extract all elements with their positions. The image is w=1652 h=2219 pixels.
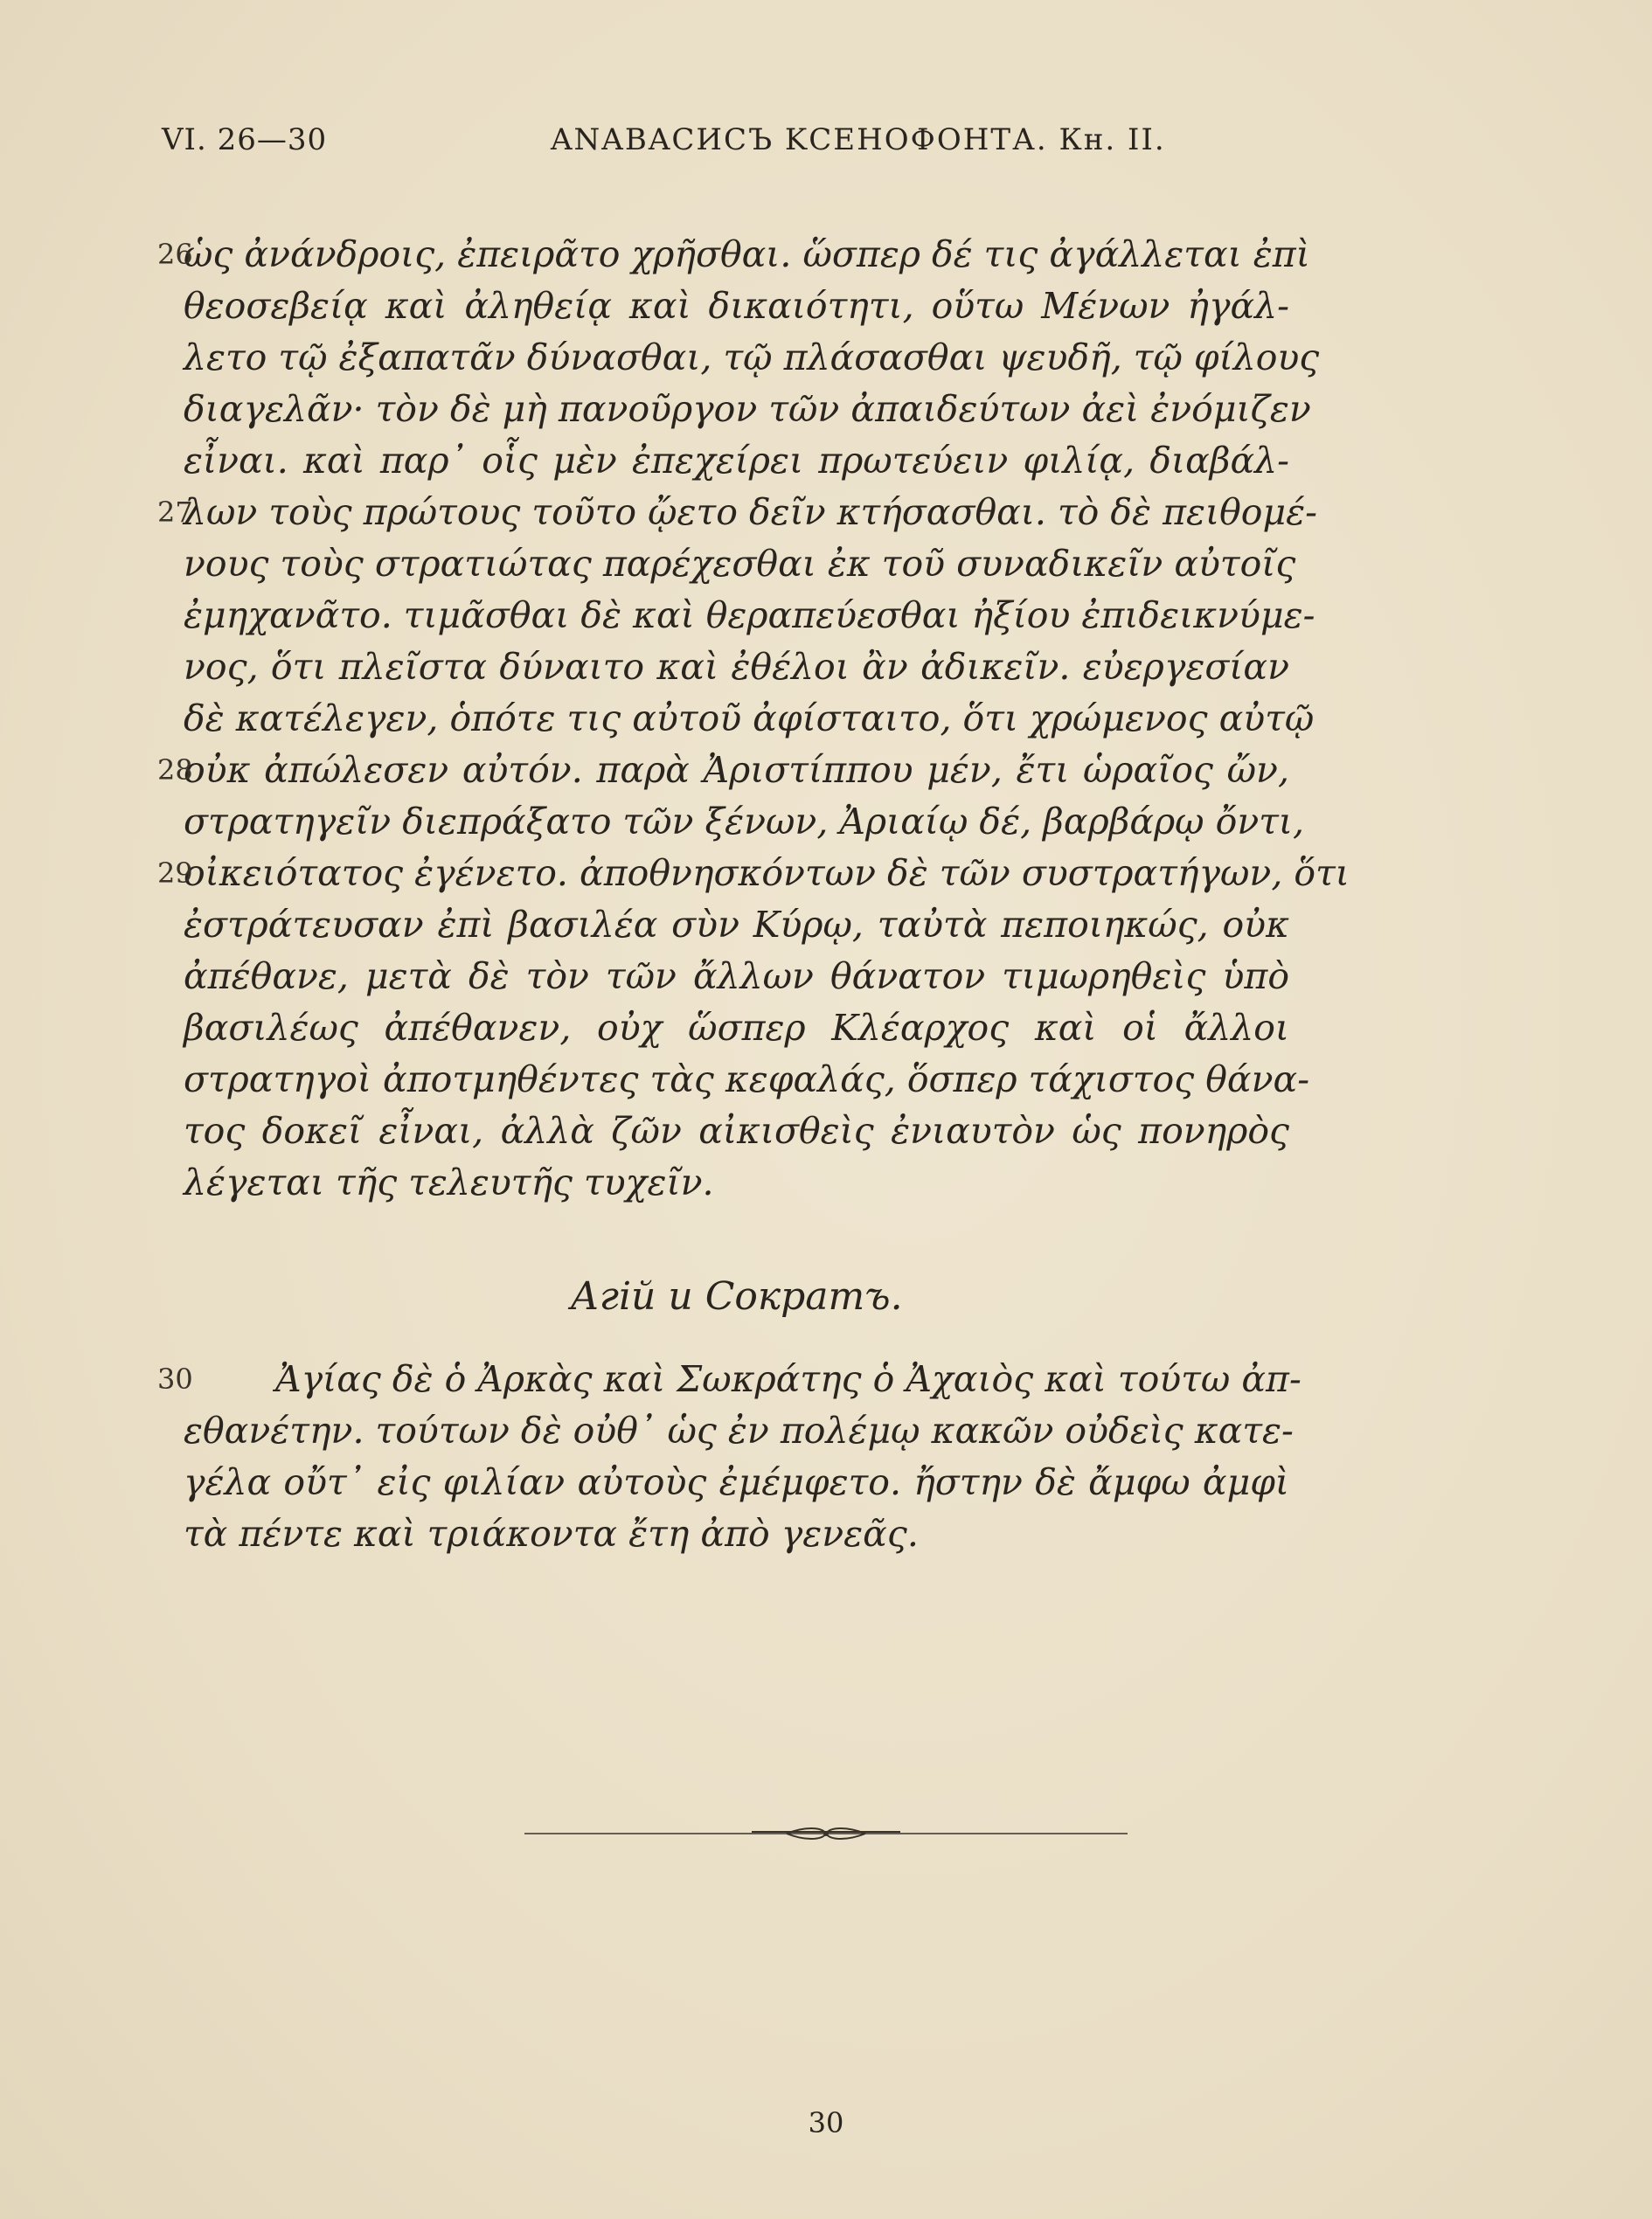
line-text: λετο τῷ ἐξαπατᾶν δύνασθαι, τῷ πλάσασθαι ψευδῆ, τῷ φίλους [184,336,1320,378]
line-text: τὰ πέντε καὶ τριάκοντα ἔτη ἀπὸ γενεᾶς. [184,1513,919,1555]
paragraph-agias-socrates [157,1354,1301,1560]
text-line [157,229,1310,281]
line-text: γέλα οὔτ᾽ εἰς φιλίαν αὐτοὺς ἐμέμφετο. ἤστην δὲ ἄμφω ἀμφὶ [184,1461,1289,1503]
main-text [157,229,1350,1560]
line-text: δὲ κατέλεγεν, ὁπότε τις αὐτοῦ ἀφίσταιτο, ὅτι χρώμενος αὐτῷ [184,697,1315,739]
section-gap [184,1209,1289,1258]
line-text: στρατηγεῖν διεπράξατο τῶν ξένων, Ἀριαίῳ δέ, βαρβάρῳ ὄντι, [184,801,1305,843]
text-line [157,848,1350,899]
line-text: ὡς ἀνάνδροις, ἐπειρᾶτο χρῆσθαι. ὥσπερ δέ τις ἀγάλλεται ἐπὶ [184,233,1310,275]
text-line [184,641,1289,693]
text-line [184,1157,1289,1209]
margin-section-number: 26 [157,238,193,271]
running-title: ΑΝΑΒΑСИСЪ ΚСЕНОФОНТА. Кн. II. [551,122,1166,157]
line-text: εἶναι. καὶ παρ᾽ οἷς μὲν ἐπεχείρει πρωτεύειν φιλίᾳ, διαβάλ- [184,440,1289,482]
paragraph-menon [157,229,1350,1209]
text-line [184,538,1296,590]
text-line [184,796,1305,848]
text-line [184,384,1311,435]
line-text: θεοσεβείᾳ καὶ ἀληθείᾳ καὶ δικαιότητι, οὕτω Μένων ἠγάλ- [184,285,1289,327]
text-line [184,1508,1289,1560]
line-text: οἰκειότατος ἐγένετο. ἀποθνησκόντων δὲ τῶν συστρατήγων, ὅτι [184,852,1350,894]
line-text: τος δοκεῖ εἶναι, ἀλλὰ ζῶν αἰκισθεὶς ἐνιαυτὸν ὡς πονηρὸς [184,1110,1289,1152]
section-reference: VI. 26—30 [162,122,328,157]
text-line [157,487,1317,538]
line-text: οὐκ ἀπώλεσεν αὐτόν. παρὰ Ἀριστίππου μέν, ἔτι ὡραῖος ὤν, [184,749,1289,791]
text-line [184,1457,1289,1508]
line-text: Ἀγίας δὲ ὁ Ἀρκὰς καὶ Σωκράτης ὁ Ἀχαιὸς καὶ τούτω ἀπ- [275,1358,1301,1400]
line-text: ἐστράτευσαν ἐπὶ βασιλέα σὺν Κύρῳ, ταὐτὰ πεποιηκώς, οὐκ [184,904,1289,946]
line-text: στρατηγοὶ ἀποτμηθέντες τὰς κεφαλάς, ὅσπερ τάχιστος θάνα- [184,1058,1310,1100]
section-heading: Агій и Сократъ. [570,1274,903,1319]
text-line [184,1002,1289,1054]
line-text: βασιλέως ἀπέθανεν, οὐχ ὥσπερ Κλέαρχος καὶ οἱ ἄλλοι [184,1007,1289,1049]
margin-section-number: 30 [157,1363,193,1396]
text-line [184,1405,1294,1457]
margin-section-number: 28 [157,753,193,787]
text-line [184,1106,1289,1157]
line-text: νος, ὅτι πλεῖστα δύναιτο καὶ ἐθέλοι ἂν ἀδικεῖν. εὐεργεσίαν [184,646,1289,688]
text-line [184,332,1320,384]
text-line [184,1054,1310,1106]
line-text: ἐμηχανᾶτο. τιμᾶσθαι δὲ καὶ θεραπεύεσθαι ἠξίου ἐπιδεικνύμε- [184,594,1315,636]
text-line [184,951,1289,1002]
text-line [184,693,1315,745]
text-line [184,899,1289,951]
page-number: 30 [808,2106,844,2139]
line-text: λέγεται τῆς τελευτῆς τυχεῖν. [184,1162,714,1203]
section-gap [184,1336,1289,1354]
line-text: λων τοὺς πρώτους τοῦτο ᾤετο δεῖν κτήσασθαι. τὸ δὲ πειθομέ- [184,491,1317,533]
line-text: νους τοὺς στρατιώτας παρέχεσθαι ἐκ τοῦ συναδικεῖν αὐτοῖς [184,543,1296,585]
margin-section-number: 27 [157,496,193,529]
text-line [184,281,1289,332]
text-line [184,435,1289,487]
text-line [184,590,1315,641]
running-header [162,122,1263,175]
line-text: διαγελᾶν· τὸν δὲ μὴ πανοῦργον τῶν ἀπαιδεύτων ἀεὶ ἐνόμιζεν [184,388,1311,430]
line-text: ἀπέθανε, μετὰ δὲ τὸν τῶν ἄλλων θάνατον τιμωρηθεὶς ὑπὸ [184,955,1289,997]
margin-section-number: 29 [157,856,193,890]
line-text: εθανέτην. τούτων δὲ οὐθ᾽ ὡς ἐν πολέμῳ κακῶν οὐδεὶς κατε- [184,1410,1294,1452]
ornamental-divider [524,1825,1128,1842]
text-line [157,745,1289,796]
text-line [157,1354,1301,1405]
